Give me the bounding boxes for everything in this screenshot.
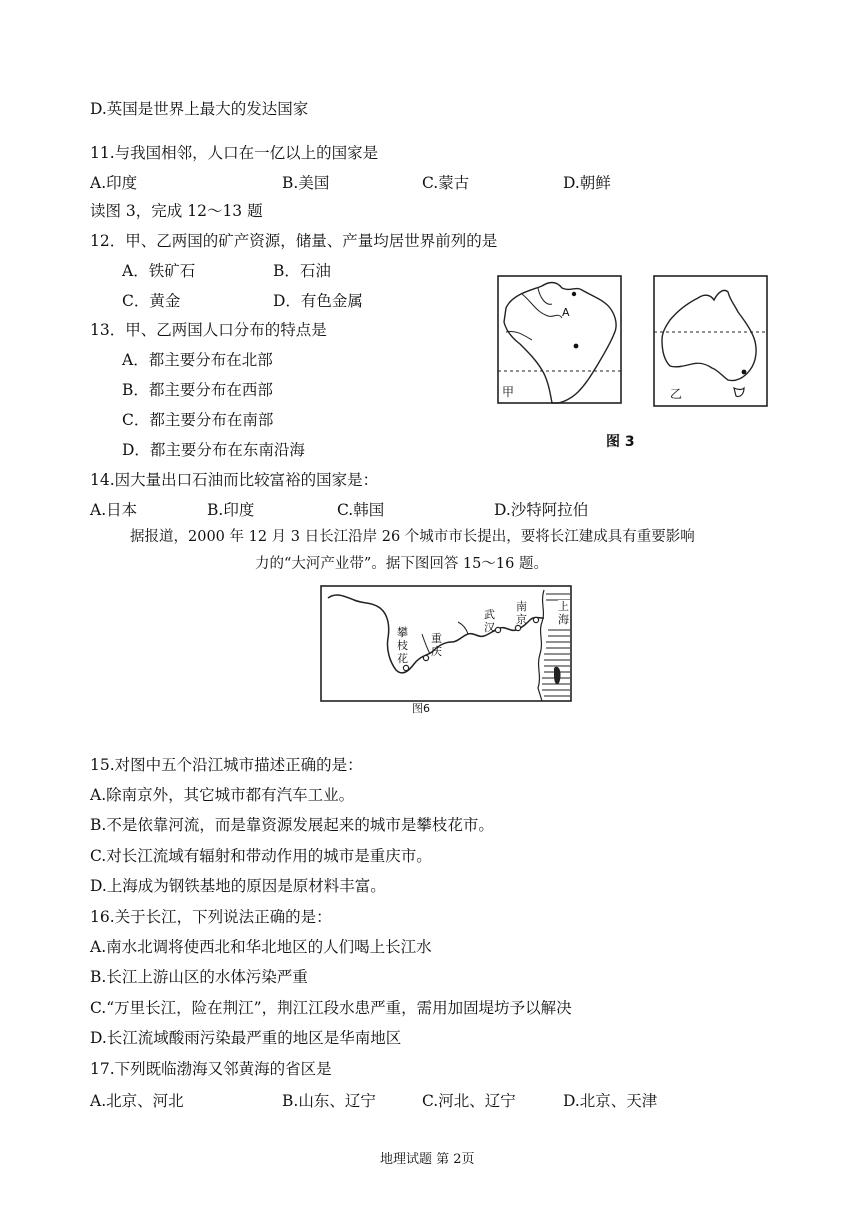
figure3-label-jia: 甲 xyxy=(502,385,515,399)
city-label-panzhihua: 攀枝花 xyxy=(397,626,408,665)
news-paragraph-line1: 据报道，2000 年 12 月 3 日长江沿岸 26 个城市市长提出，要将长江建成具有重要影响 xyxy=(130,529,695,545)
map-jia-brazil xyxy=(498,276,621,403)
figure3-label-a: A xyxy=(562,306,570,319)
figure3-label-yi: 乙 xyxy=(670,387,683,401)
read-figure3-instruction: 读图 3，完成 12～13 题 xyxy=(90,202,263,220)
q11-option-b: B.美国 xyxy=(282,174,330,192)
q12-option-d: D．有色金属 xyxy=(273,292,363,310)
map-yi-australia xyxy=(654,276,767,406)
q15-option-c: C.对长江流域有辐射和带动作用的城市是重庆市。 xyxy=(90,847,432,865)
q17-stem: 17.下列既临渤海又邻黄海的省区是 xyxy=(90,1060,332,1078)
news-paragraph-line2: 力的“大河产业带”。据下图回答 15～16 题。 xyxy=(255,556,548,572)
q13-option-d: D．都主要分布在东南沿海 xyxy=(122,441,305,459)
figure-6 xyxy=(318,584,574,716)
q15-option-d: D.上海成为钢铁基地的原因是原材料丰富。 xyxy=(90,877,386,895)
q17-option-d: D.北京、天津 xyxy=(563,1092,658,1110)
q16-option-a: A.南水北调将使西北和华北地区的人们喝上长江水 xyxy=(90,938,432,956)
q14-option-d: D.沙特阿拉伯 xyxy=(494,501,589,519)
q14-option-b: B.印度 xyxy=(207,501,255,519)
q12-option-a: A．铁矿石 xyxy=(122,262,196,280)
q16-option-c: C.“万里长江，险在荆江”，荆江江段水患严重，需用加固堤坊予以解决 xyxy=(90,999,572,1017)
q12-option-c: C．黄金 xyxy=(122,292,181,310)
q16-option-b: B.长江上游山区的水体污染严重 xyxy=(90,968,308,986)
q17-option-a: A.北京、河北 xyxy=(90,1092,184,1110)
q14-stem: 14.因大量出口石油而比较富裕的国家是： xyxy=(90,471,379,489)
page-footer: 地理试题 第 2页 xyxy=(380,1152,475,1167)
q13-option-c: C．都主要分布在南部 xyxy=(122,411,274,429)
figure-3 xyxy=(492,272,772,452)
q13-stem: 13．甲、乙两国人口分布的特点是 xyxy=(90,321,327,339)
q11-stem: 11.与我国相邻，人口在一亿以上的国家是 xyxy=(90,144,379,162)
q15-option-a: A.除南京外，其它城市都有汽车工业。 xyxy=(90,786,355,804)
q11-option-c: C.蒙古 xyxy=(422,174,470,192)
q13-option-b: B．都主要分布在西部 xyxy=(122,381,273,399)
q17-option-b: B.山东、辽宁 xyxy=(282,1092,376,1110)
q14-option-a: A.日本 xyxy=(90,501,138,519)
q12-option-b: B．石油 xyxy=(273,262,331,280)
q12-stem: 12．甲、乙两国的矿产资源，储量、产量均居世界前列的是 xyxy=(90,232,498,250)
q10-option-d: D.英国是世界上最大的发达国家 xyxy=(90,100,309,118)
city-label-wuhan: 武汉 xyxy=(484,608,495,634)
q16-option-d: D.长江流域酸雨污染最严重的地区是华南地区 xyxy=(90,1029,402,1047)
q17-option-c: C.河北、辽宁 xyxy=(422,1092,516,1110)
q11-option-d: D.朝鲜 xyxy=(563,174,611,192)
q13-option-a: A．都主要分布在北部 xyxy=(122,351,273,369)
city-label-nanjing: 南京 xyxy=(516,600,527,626)
figure3-caption: 图 3 xyxy=(606,434,635,450)
q16-stem: 16.关于长江，下列说法正确的是： xyxy=(90,908,332,926)
figure6-caption: 图6 xyxy=(412,702,430,715)
q14-option-c: C.韩国 xyxy=(337,501,385,519)
city-label-chongqing: 重庆 xyxy=(431,632,442,658)
q15-option-b: B.不是依靠河流，而是靠资源发展起来的城市是攀枝花市。 xyxy=(90,816,494,834)
city-label-shanghai: 上海 xyxy=(558,600,569,626)
q15-stem: 15.对图中五个沿江城市描述正确的是： xyxy=(90,756,363,774)
q11-option-a: A.印度 xyxy=(90,174,138,192)
